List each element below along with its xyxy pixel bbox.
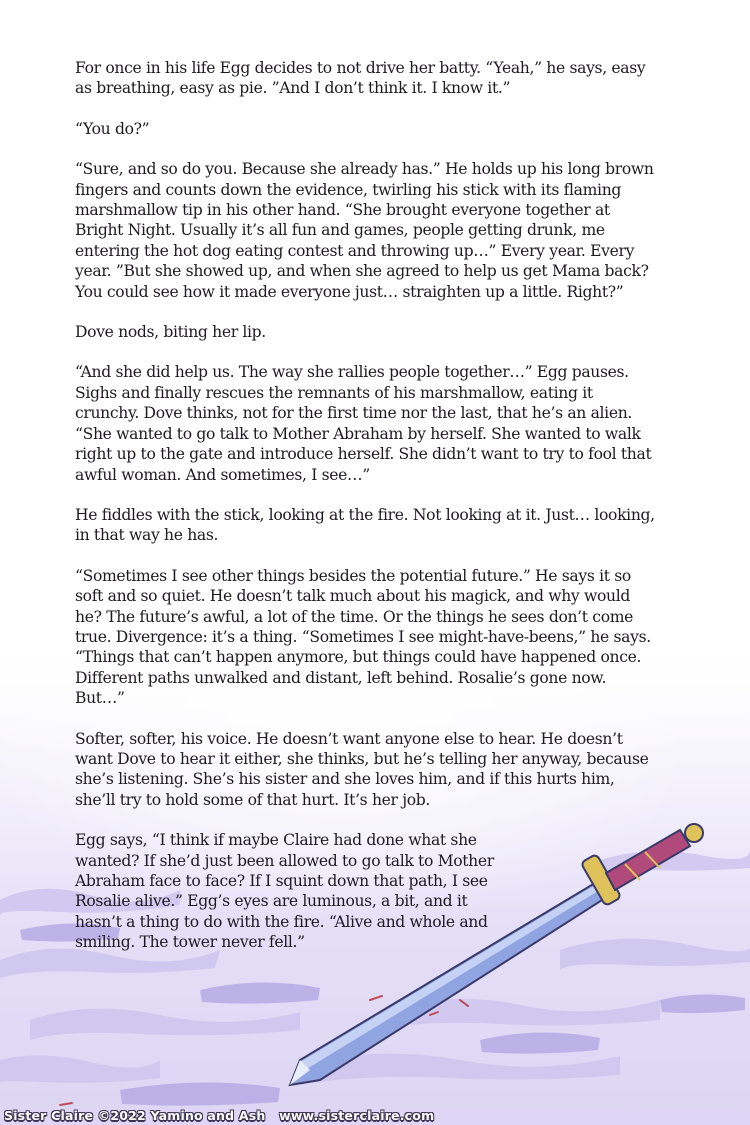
paragraph: Egg says, “I think if maybe Claire had done what she wanted? If she’d just been allowed to go talk to Mother Abraham face to face? If I squint down that path, I see Rosalie alive.” Egg’s eyes are luminous, a bit, and it hasn’t a thing to do with the fire. “Alive and whole and smiling. The tower never fell.”: [75, 831, 494, 952]
paragraph: “Sometimes I see other things besides the potential future.” He says it so soft and so quiet. He doesn’t talk much about his magick, and why would he? The future’s awful, a lot of the time. Or the things he sees don’t come true. Divergence: it’s a thing. “Sometimes I see might-have-beens,” he says. “Things that can’t happen anymore, but things could have happened once. Different paths unwalked and distant, left behind. Rosalie’s gone now. But…”: [75, 566, 651, 708]
paragraph: For once in his life Egg decides to not drive her batty. “Yeah,” he says, easy as breathing, easy as pie. ”And I don’t think it. I know it.”: [75, 59, 646, 98]
paragraph: “Sure, and so do you. Because she already has.” He holds up his long brown fingers and counts down the evidence, twirling his stick with its flaming marshmallow tip in his other hand. “She brought everyone together at Bright Night. Usually it’s all fun and games, people getting drunk, me entering the hot dog eating contest and throwing up…” Every year. Every year. ”But she showed up, and when she agreed to help us get Mama back? You could see how it made everyone just… straighten up a little. Right?”: [75, 160, 654, 301]
paragraph: Softer, softer, his voice. He doesn’t want anyone else to hear. He doesn’t want Dove to hear it either, she thinks, but he’s telling her anyway, because she’s listening. She’s his sister and she loves him, and if this hurts him, she’ll try to hold some of that hurt. It’s her job.: [75, 729, 649, 809]
paragraph: “And she did help us. The way she rallies people together…” Egg pauses. Sighs and finally rescues the remnants of his marshmallow, eating it crunchy. Dove thinks, not for the first time nor the last, that he’s an alien. “She wanted to go talk to Mother Abraham by herself. She wanted to walk right up to the gate and introduce herself. She didn’t want to try to fool that awful woman. And sometimes, I see…”: [75, 363, 652, 484]
copyright-credit: Sister Claire ©2022 Yamino and Ash www.sisterclaire.com: [4, 1108, 435, 1123]
story-text: [75, 58, 655, 973]
paragraph: “You do?”: [75, 119, 150, 138]
paragraph: Dove nods, biting her lip.: [75, 323, 266, 342]
paragraph: He fiddles with the stick, looking at the fire. Not looking at it. Just… looking, in that way he has.: [75, 505, 655, 545]
